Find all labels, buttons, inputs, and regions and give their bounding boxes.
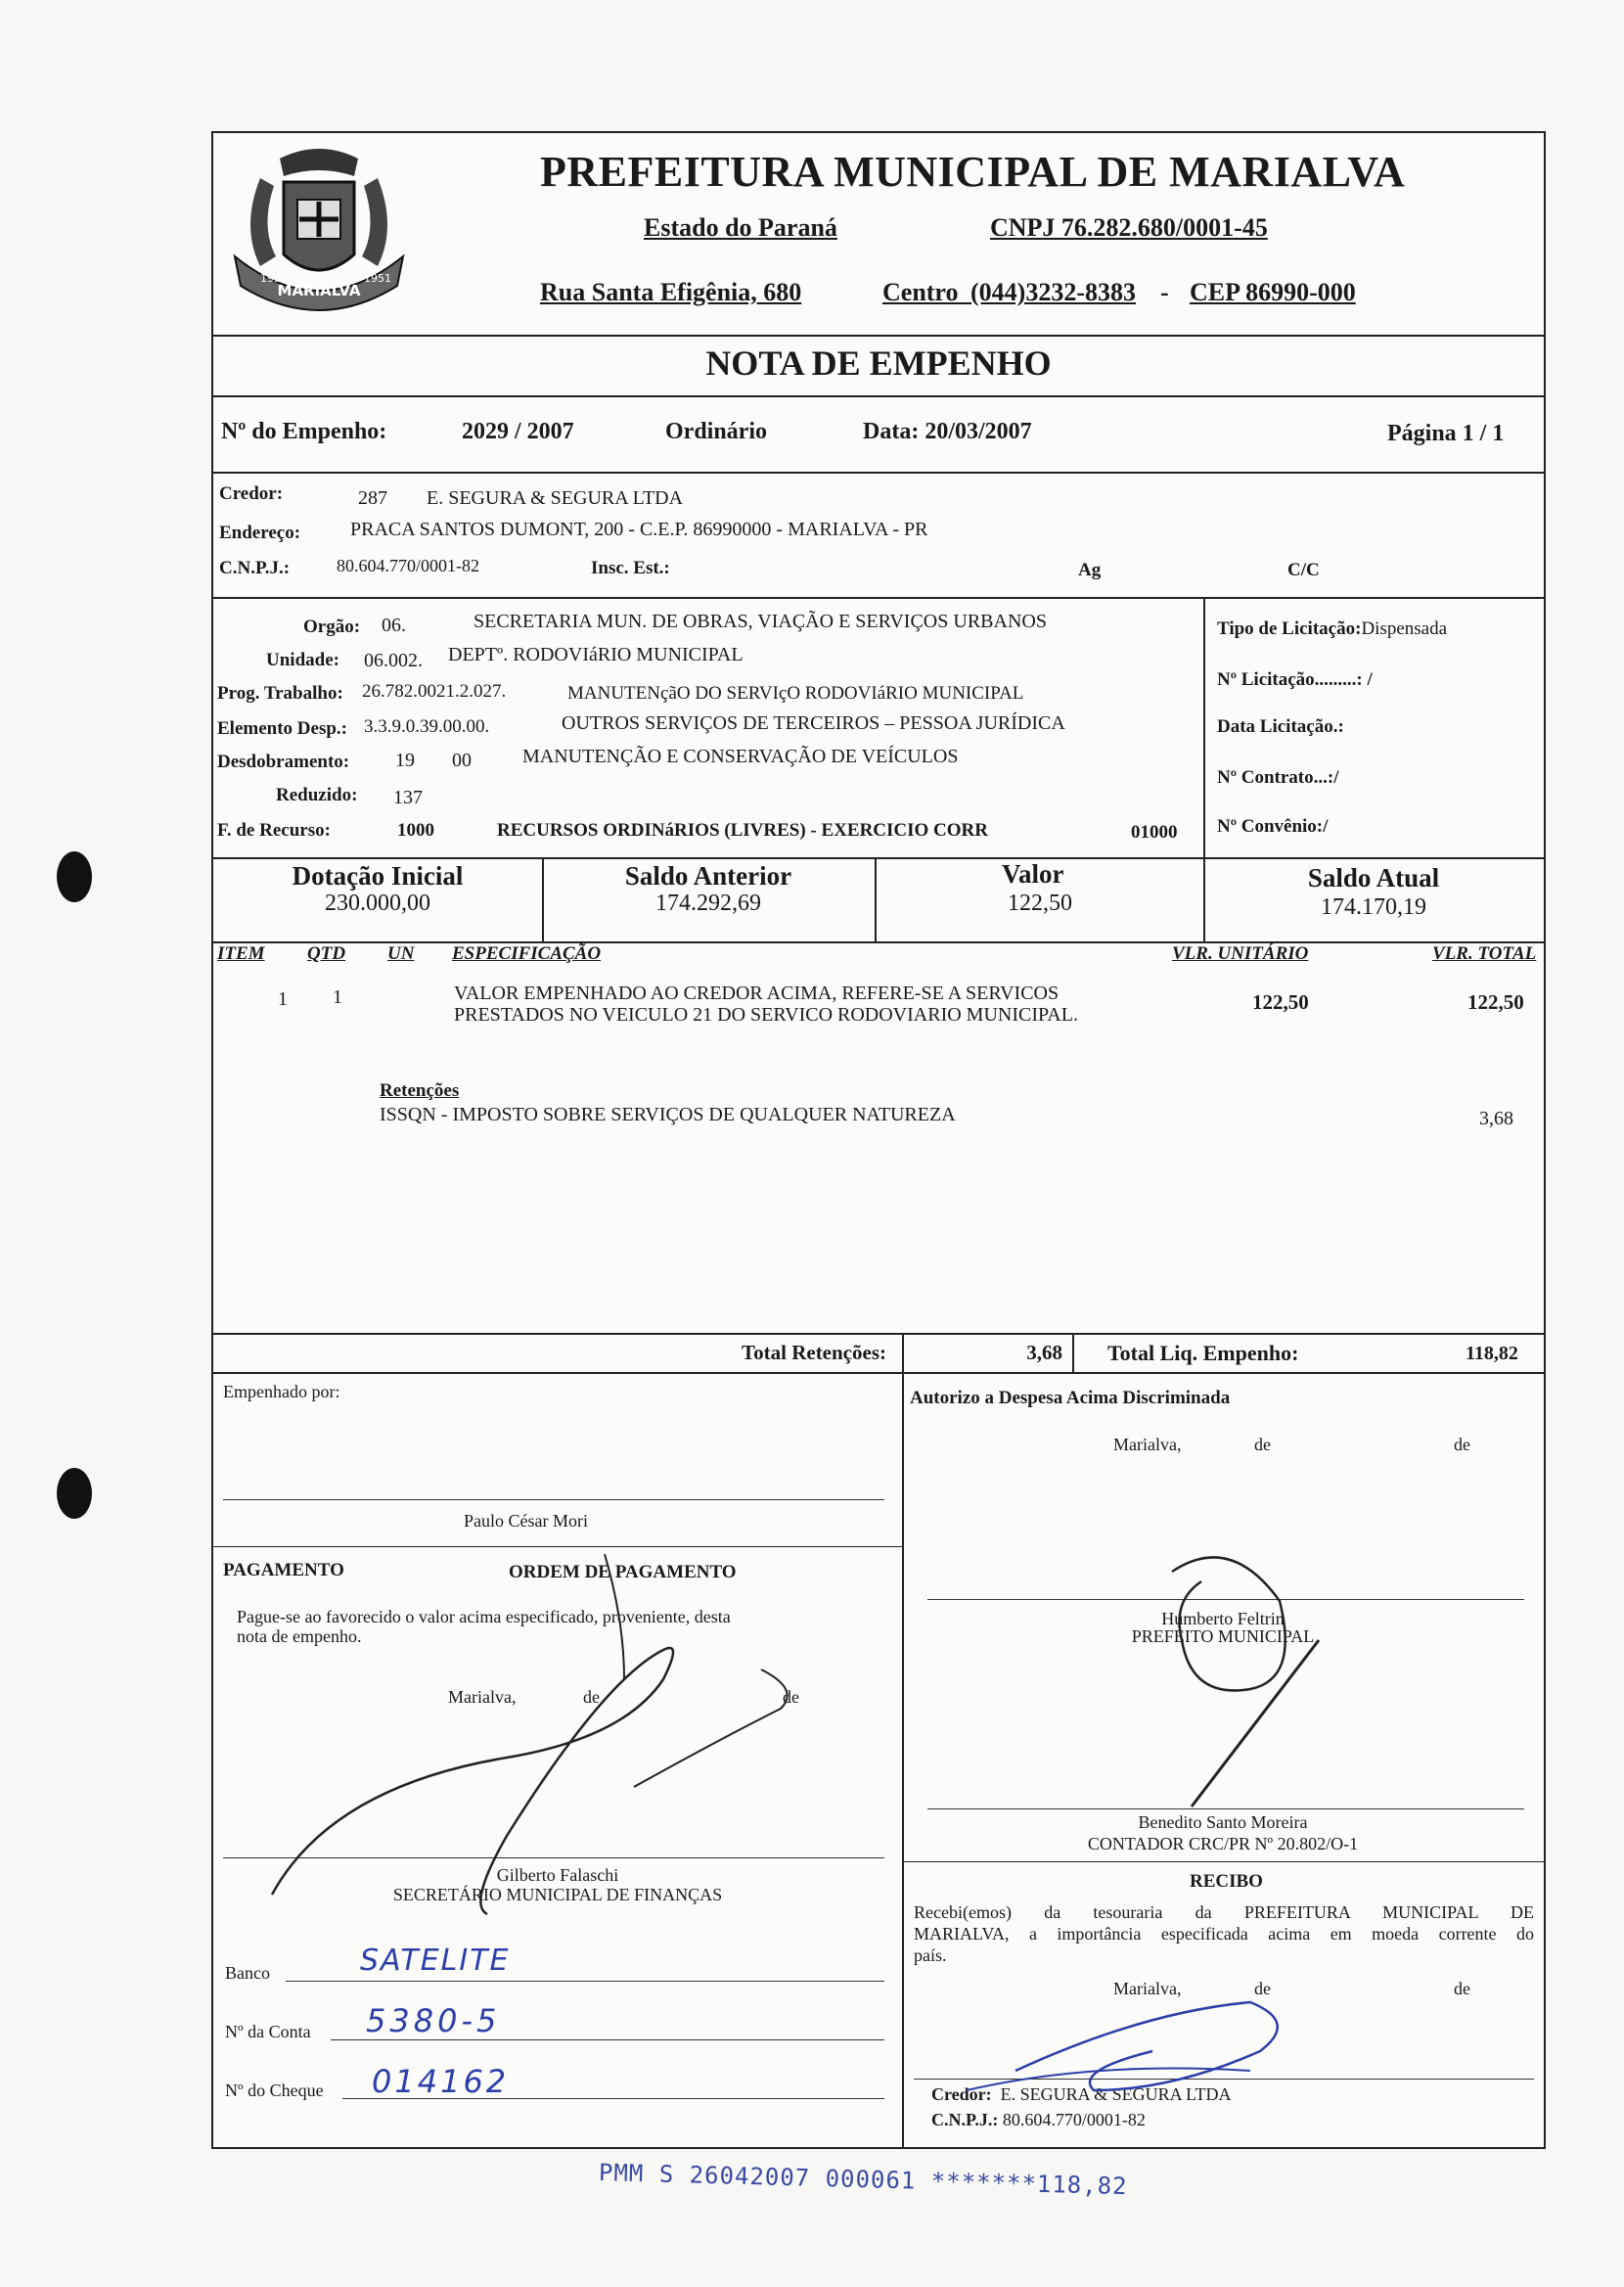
contador-name: Benedito Santo Moreira (1138, 1812, 1308, 1832)
desdobramento-code2: 00 (452, 750, 472, 771)
retencoes-value: 3,68 (1479, 1108, 1513, 1129)
orgao-name: SECRETARIA MUN. DE OBRAS, VIAÇÃO E SERVIÇOS URBANOS (474, 611, 1047, 632)
header-cnpj: CNPJ 76.282.680/0001-45 (990, 213, 1268, 242)
credor-address: PRACA SANTOS DUMONT, 200 - C.E.P. 86990000 - MARIALVA - PR (350, 519, 928, 540)
numero-convenio: Nº Convênio:/ (1217, 816, 1329, 837)
pagamento-city: Marialva, (448, 1687, 517, 1707)
unidade-code: 06.002. (364, 650, 423, 671)
recibo-de2: de (1454, 1979, 1470, 1998)
total-liq-value: 118,82 (1466, 1343, 1518, 1364)
item-unit-value: 122,50 (1252, 990, 1309, 1014)
empenhado-label: Empenhado por: (223, 1382, 340, 1401)
insc-label: Insc. Est.: (591, 558, 670, 578)
ag-label: Ag (1078, 560, 1102, 580)
autorizo-de2: de (1454, 1435, 1470, 1454)
valor-label: Valor (1002, 859, 1064, 889)
contador-title: CONTADOR CRC/PR Nº 20.802/O-1 (1087, 1834, 1359, 1853)
secretario-title: SECRETÁRIO MUNICIPAL DE FINANÇAS (392, 1885, 723, 1904)
punch-hole-bottom (57, 1468, 92, 1519)
empenho-date: Data: 20/03/2007 (863, 419, 1032, 444)
svg-text:1951: 1951 (364, 272, 391, 285)
recibo-text-line1: Recebi(emos) da tesouraria da PREFEITURA MUNICIPAL DE (914, 1902, 1534, 1922)
cheque-label: Nº do Cheque (225, 2081, 324, 2100)
valor-value: 122,50 (1008, 891, 1072, 916)
conta-label: Nº da Conta (225, 2022, 311, 2041)
retencoes-label: Retenções (380, 1080, 460, 1101)
prog-code: 26.782.0021.2.027. (362, 681, 507, 702)
numero-contrato: Nº Contrato...:/ (1217, 767, 1339, 788)
orgao-code: 06. (382, 615, 406, 636)
col-item: ITEM (217, 943, 265, 964)
item-total-value: 122,50 (1467, 990, 1524, 1014)
recibo-text-line2: MARIALVA, a importância especificada acima em moeda corrente do (914, 1924, 1534, 1944)
empenho-page: Página 1 / 1 (1387, 421, 1505, 446)
total-liq-label: Total Liq. Empenho: (1107, 1341, 1299, 1365)
empenho-label: Nº do Empenho: (221, 419, 387, 444)
header-dash: - (1160, 278, 1169, 306)
header-cep: CEP 86990-000 (1190, 278, 1356, 306)
pagamento-text-line1: Pague-se ao favorecido o valor acima especificado, proveniente, desta (237, 1607, 731, 1626)
pagamento-label: PAGAMENTO (223, 1560, 344, 1580)
desdobramento-name: MANUTENÇÃO E CONSERVAÇÃO DE VEÍCULOS (522, 746, 959, 767)
recibo-credor: Credor: E. SEGURA & SEGURA LTDA (931, 2084, 1232, 2104)
recibo-label: RECIBO (1190, 1871, 1263, 1892)
col-un: UN (387, 943, 415, 964)
pagamento-de1: de (583, 1687, 600, 1707)
elemento-name: OUTROS SERVIÇOS DE TERCEIROS – PESSOA JURÍDICA (562, 712, 1065, 734)
tipo-licitacao: Tipo de Licitação:Dispensada (1217, 618, 1448, 639)
data-licitacao: Data Licitação.: (1217, 716, 1344, 737)
saldo-anterior-value: 174.292,69 (655, 891, 761, 916)
prefeito-title: PREFEITO MUNICIPAL (1131, 1626, 1315, 1646)
credor-name: E. SEGURA & SEGURA LTDA (427, 487, 684, 509)
col-especificacao: ESPECIFICAÇÃO (452, 943, 602, 964)
saldo-anterior-label: Saldo Anterior (624, 861, 792, 891)
empenhado-signature-line (223, 1499, 884, 1500)
header-title: PREFEITURA MUNICIPAL DE MARIALVA (540, 148, 1406, 196)
saldo-atual-label: Saldo Atual (1307, 863, 1440, 892)
numero-licitacao: Nº Licitação.........: / (1217, 669, 1373, 690)
item-qtd: 1 (333, 986, 342, 1008)
dotacao-inicial-value: 230.000,00 (325, 891, 430, 916)
recibo-cnpj-value: 80.604.770/0001-82 (1002, 2110, 1146, 2129)
total-retencoes-label: Total Retenções: (742, 1341, 886, 1364)
recurso-name: RECURSOS ORDINáRIOS (LIVRES) - EXERCICIO CORR (497, 820, 988, 841)
prog-name: MANUTENçãO DO SERVIçO RODOVIáRIO MUNICIPAL (567, 683, 1024, 704)
empenho-number: 2029 / 2007 (462, 419, 574, 444)
elemento-label: Elemento Desp.: (217, 718, 347, 739)
punch-hole-top (57, 851, 92, 902)
header (213, 133, 1544, 335)
pagamento-text-line2: nota de empenho. (237, 1626, 362, 1646)
credor-code: 287 (358, 487, 387, 509)
recibo-city: Marialva, (1113, 1979, 1182, 1998)
svg-text:MARIALVA: MARIALVA (277, 282, 361, 299)
pagamento-de2: de (783, 1687, 799, 1707)
recibo-de1: de (1254, 1979, 1271, 1998)
banco-label: Banco (225, 1963, 270, 1983)
recibo-cnpj: C.N.P.J.: 80.604.770/0001-82 (931, 2110, 1146, 2129)
item-desc-line2: PRESTADOS NO VEICULO 21 DO SERVICO RODOVIARIO MUNICIPAL. (454, 1004, 1078, 1026)
recurso-code2: 01000 (1131, 822, 1178, 843)
autorizo-city: Marialva, (1113, 1435, 1182, 1454)
nota-de-empenho-form (211, 131, 1546, 2149)
payment-stamp: PMM S 26042007 000061 *******118,82 (598, 2159, 1128, 2201)
recurso-code: 1000 (397, 820, 434, 841)
cheque-value: 014162 (372, 2063, 510, 2100)
autorizo-label: Autorizo a Despesa Acima Discriminada (910, 1388, 1231, 1408)
header-address: Rua Santa Efigênia, 680 (540, 278, 802, 306)
orgao-label: Orgão: (303, 617, 361, 637)
tipo-licitacao-value: Dispensada (1361, 618, 1448, 639)
empenhado-name: Paulo César Mori (464, 1511, 588, 1531)
header-state: Estado do Paraná (644, 213, 837, 242)
secretario-name: Gilberto Falaschi (496, 1865, 619, 1885)
autorizo-de1: de (1254, 1435, 1271, 1454)
cc-label: C/C (1287, 560, 1320, 580)
cnpj-label: C.N.P.J.: (219, 558, 291, 578)
reduzido-label: Reduzido: (276, 785, 358, 805)
unidade-name: DEPTº. RODOVIáRIO MUNICIPAL (448, 644, 744, 665)
banco-value: SATELITE (360, 1944, 511, 1978)
retencoes-desc: ISSQN - IMPOSTO SOBRE SERVIÇOS DE QUALQUER NATUREZA (380, 1104, 956, 1125)
total-retencoes-value: 3,68 (1026, 1341, 1062, 1364)
recibo-credor-name: E. SEGURA & SEGURA LTDA (1000, 2084, 1232, 2104)
saldo-atual-value: 174.170,19 (1321, 894, 1426, 920)
municipal-seal-icon (221, 139, 417, 325)
signatures-overlay (213, 1542, 1544, 2129)
header-district-phone: Centro (044)3232-8383 (882, 278, 1136, 306)
ordem-pagamento-label: ORDEM DE PAGAMENTO (509, 1562, 737, 1582)
conta-value: 5380-5 (366, 2002, 501, 2039)
desdobramento-code1: 19 (395, 750, 415, 771)
col-vlr-unitario: VLR. UNITÁRIO (1172, 943, 1309, 964)
prog-label: Prog. Trabalho: (217, 683, 343, 704)
svg-text:1951: 1951 (260, 272, 288, 285)
prefeito-name: Humberto Feltrin (1161, 1609, 1285, 1628)
doc-title: NOTA DE EMPENHO (705, 343, 1052, 383)
endereco-label: Endereço: (219, 523, 301, 543)
unidade-label: Unidade: (266, 650, 339, 670)
credor-label: Credor: (219, 483, 284, 504)
col-qtd: QTD (307, 943, 346, 964)
dotacao-inicial-label: Dotação Inicial (292, 861, 464, 891)
reduzido-code: 137 (393, 787, 423, 808)
item-number: 1 (278, 988, 288, 1010)
credor-cnpj: 80.604.770/0001-82 (337, 556, 479, 575)
elemento-code: 3.3.9.0.39.00.00. (364, 716, 490, 737)
empenho-type: Ordinário (665, 419, 768, 444)
item-desc-line1: VALOR EMPENHADO AO CREDOR ACIMA, REFERE-SE A SERVICOS (454, 983, 1060, 1004)
desdobramento-label: Desdobramento: (217, 752, 350, 772)
recibo-text-line3: país. (914, 1945, 947, 1965)
col-vlr-total: VLR. TOTAL (1432, 943, 1537, 964)
recurso-label: F. de Recurso: (217, 820, 331, 841)
